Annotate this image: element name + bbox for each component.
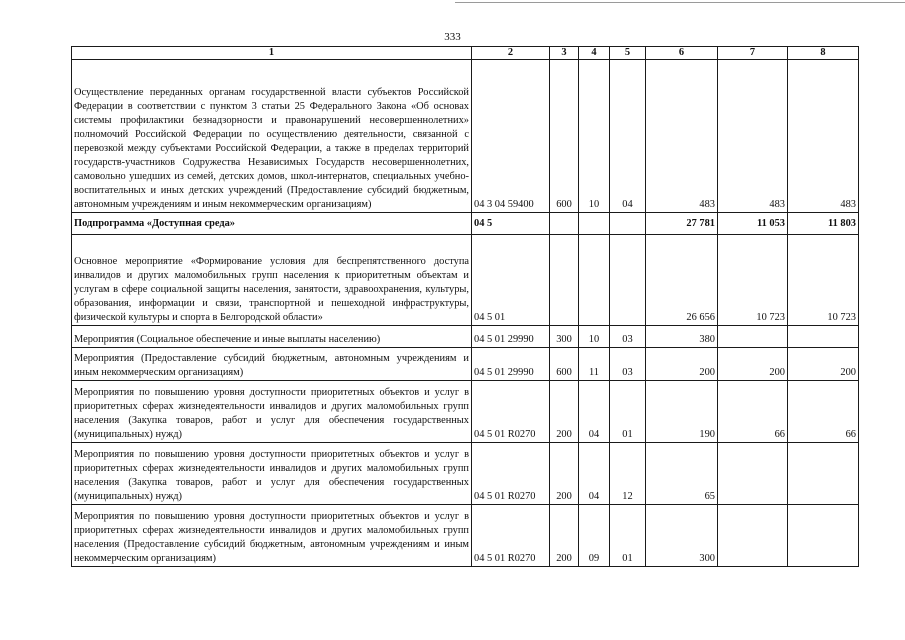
row-col4 xyxy=(579,213,610,235)
row-col8 xyxy=(788,326,859,348)
row-col4: 10 xyxy=(579,326,610,348)
row-col8 xyxy=(788,505,859,567)
row-description: Мероприятия по повышению уровня доступности приоритетных объектов и услуг в приоритетных сферах жизнедеятельности инвалидов и других маломобильных групп населения (Закупка товаров, работ и услуг для обеспечения государственных (муниципальных) нужд) xyxy=(72,443,472,505)
table-row xyxy=(72,443,859,505)
row-col4: 09 xyxy=(579,505,610,567)
row-col6: 483 xyxy=(646,60,718,213)
row-col6: 26 656 xyxy=(646,235,718,326)
table-row xyxy=(72,326,859,348)
top-rule xyxy=(455,2,905,3)
row-col7 xyxy=(718,505,788,567)
row-col8: 10 723 xyxy=(788,235,859,326)
header-cell-6: 6 xyxy=(646,47,718,60)
row-col3: 600 xyxy=(550,60,579,213)
row-col8: 66 xyxy=(788,381,859,443)
row-description: Подпрограмма «Доступная среда» xyxy=(72,213,472,235)
row-col8: 483 xyxy=(788,60,859,213)
row-col3: 300 xyxy=(550,326,579,348)
header-cell-2: 2 xyxy=(472,47,550,60)
page-number: 333 xyxy=(444,31,461,43)
row-col5: 04 xyxy=(610,60,646,213)
row-col6: 200 xyxy=(646,348,718,381)
row-col6: 190 xyxy=(646,381,718,443)
row-col7: 10 723 xyxy=(718,235,788,326)
row-col5: 01 xyxy=(610,505,646,567)
row-col5 xyxy=(610,235,646,326)
row-col4 xyxy=(579,235,610,326)
row-description: Мероприятия по повышению уровня доступности приоритетных объектов и услуг в приоритетных сферах жизнедеятельности инвалидов и других маломобильных групп населения (Закупка товаров, работ и услуг для обеспечения государственных (муниципальных) нужд) xyxy=(72,381,472,443)
row-col6: 27 781 xyxy=(646,213,718,235)
row-code: 04 5 xyxy=(472,213,550,235)
row-col5: 01 xyxy=(610,381,646,443)
row-code: 04 3 04 59400 xyxy=(472,60,550,213)
row-col4: 10 xyxy=(579,60,610,213)
row-col7: 11 053 xyxy=(718,213,788,235)
header-cell-3: 3 xyxy=(550,47,579,60)
row-col6: 300 xyxy=(646,505,718,567)
row-description: Мероприятия (Социальное обеспечение и иные выплаты населению) xyxy=(72,326,472,348)
row-col3 xyxy=(550,235,579,326)
row-col4: 11 xyxy=(579,348,610,381)
row-col3: 200 xyxy=(550,443,579,505)
row-col7: 200 xyxy=(718,348,788,381)
row-col4: 04 xyxy=(579,443,610,505)
header-cell-5: 5 xyxy=(610,47,646,60)
row-code: 04 5 01 R0270 xyxy=(472,505,550,567)
row-col5 xyxy=(610,213,646,235)
row-description: Мероприятия по повышению уровня доступности приоритетных объектов и услуг в приоритетных сферах жизнедеятельности инвалидов и других маломобильных групп населения (Предоставление субсидий бюджетным, автономным учреждениям и иным некоммерческим организациям) xyxy=(72,505,472,567)
row-code: 04 5 01 29990 xyxy=(472,326,550,348)
table-row xyxy=(72,213,859,235)
row-col7 xyxy=(718,443,788,505)
row-col4: 04 xyxy=(579,381,610,443)
row-col8 xyxy=(788,443,859,505)
header-row xyxy=(72,47,859,60)
row-col6: 65 xyxy=(646,443,718,505)
row-col5: 03 xyxy=(610,326,646,348)
row-col7: 483 xyxy=(718,60,788,213)
table-row xyxy=(72,381,859,443)
row-col3 xyxy=(550,213,579,235)
row-col8: 200 xyxy=(788,348,859,381)
table-row xyxy=(72,235,859,326)
row-col5: 03 xyxy=(610,348,646,381)
row-code: 04 5 01 xyxy=(472,235,550,326)
row-col7 xyxy=(718,326,788,348)
row-description: Мероприятия (Предоставление субсидий бюджетным, автономным учреждениям и иным некоммерческим организациям) xyxy=(72,348,472,381)
row-col8: 11 803 xyxy=(788,213,859,235)
row-col6: 380 xyxy=(646,326,718,348)
row-code: 04 5 01 29990 xyxy=(472,348,550,381)
row-description: Осуществление переданных органам государственной власти субъектов Российской Федерации в соответствии с пунктом 3 статьи 25 Федерального Закона «Об основах системы профилактики безнадзорности и правонарушений несовершеннолетних» полномочий Российской Федерации по осуществлению деятельности, связанной с перевозкой между субъектами Российской Федерации, а также в пределах территорий государств-участников Содружества Независимых Государств несовершеннолетних, самовольно ушедших из семей, детских домов, школ-интернатов, специальных учебно-воспитательных и иных детских учреждений (Предоставление субсидий бюджетным, автономным учреждениям и иным некоммерческим организациям) xyxy=(72,60,472,213)
table-row xyxy=(72,505,859,567)
header-cell-1: 1 xyxy=(72,47,472,60)
row-col3: 200 xyxy=(550,381,579,443)
row-col7: 66 xyxy=(718,381,788,443)
row-col3: 200 xyxy=(550,505,579,567)
budget-table xyxy=(71,46,859,567)
row-col3: 600 xyxy=(550,348,579,381)
header-cell-4: 4 xyxy=(579,47,610,60)
row-code: 04 5 01 R0270 xyxy=(472,443,550,505)
table-row xyxy=(72,348,859,381)
row-code: 04 5 01 R0270 xyxy=(472,381,550,443)
row-description: Основное мероприятие «Формирование условия для беспрепятственного доступа инвалидов и других маломобильных групп населения к приоритетным объектам и услугам в сфере социальной защиты населения, занятости, здравоохранения, культуры, образования, информации и связи, транспортной и пешеходной инфраструктуры, физической культуры и спорта в Белгородской области» xyxy=(72,235,472,326)
row-col5: 12 xyxy=(610,443,646,505)
header-cell-8: 8 xyxy=(788,47,859,60)
header-cell-7: 7 xyxy=(718,47,788,60)
table-row xyxy=(72,60,859,213)
